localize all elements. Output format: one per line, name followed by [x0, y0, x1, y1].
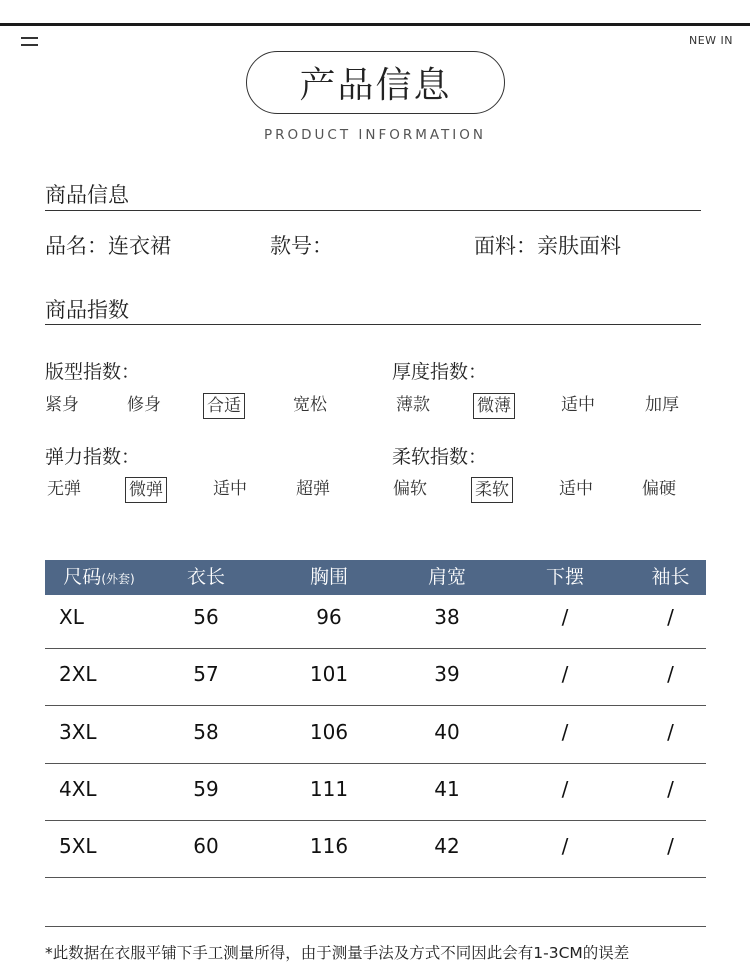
fit-index-option: 修身 — [127, 395, 161, 415]
menu-icon[interactable] — [21, 37, 38, 48]
new-in-label: NEW IN — [688, 34, 733, 47]
table-cell: / — [667, 605, 674, 629]
fit-index-option-selected: 合适 — [203, 393, 245, 419]
table-row — [45, 592, 706, 649]
product-info-title: 商品信息 — [45, 183, 129, 207]
elasticity-index-option: 适中 — [213, 479, 247, 499]
table-cell: 111 — [309, 776, 349, 801]
softness-index-option: 偏软 — [393, 479, 427, 499]
product-style-number: 款号： — [270, 234, 333, 258]
thickness-index-option-selected: 微薄 — [473, 393, 515, 419]
table-cell: / — [561, 834, 569, 859]
product-fabric: 面料：亲肤面料 — [474, 234, 621, 258]
table-cell: 56 — [193, 605, 219, 629]
softness-index-option: 偏硬 — [642, 479, 676, 499]
table-cell: 42 — [434, 834, 460, 859]
thickness-index-label: 厚度指数： — [392, 361, 488, 383]
product-name: 品名：连衣裙 — [45, 234, 171, 258]
softness-index-label: 柔软指数： — [392, 446, 488, 468]
table-cell: 38 — [434, 605, 460, 629]
size-table-header — [45, 560, 706, 595]
table-cell: 2XL — [59, 662, 97, 687]
section-divider — [45, 324, 701, 325]
table-cell: / — [667, 719, 674, 744]
section-divider — [45, 210, 701, 211]
table-row — [45, 649, 706, 706]
table-cell: 116 — [309, 834, 349, 859]
table-cell: 57 — [193, 662, 219, 687]
top-rule — [0, 23, 750, 26]
table-cell: / — [667, 662, 674, 687]
indices-title: 商品指数 — [45, 298, 129, 322]
elasticity-index-option-selected: 微弹 — [125, 477, 167, 503]
table-cell: 4XL — [59, 776, 97, 801]
table-row — [45, 707, 706, 764]
table-cell: / — [561, 776, 569, 801]
header-bust: 胸围 — [309, 566, 348, 588]
table-cell: 106 — [309, 719, 349, 744]
table-cell: / — [561, 662, 569, 687]
table-cell: / — [561, 605, 569, 629]
table-cell: XL — [59, 605, 84, 629]
page-title: 产品信息 — [299, 65, 452, 106]
table-cell: 41 — [434, 776, 460, 801]
table-cell: 3XL — [59, 719, 97, 744]
row-divider — [45, 877, 706, 878]
table-cell: 101 — [309, 662, 349, 687]
header-length: 衣长 — [186, 566, 225, 588]
table-cell: 5XL — [59, 834, 97, 859]
thickness-index-option: 薄款 — [396, 395, 430, 415]
table-cell: / — [667, 834, 674, 859]
title-pill — [246, 51, 505, 114]
elasticity-index-option: 无弹 — [47, 479, 81, 499]
table-cell: 58 — [193, 719, 219, 744]
header-sleeve: 袖长 — [651, 566, 690, 588]
table-cell: 39 — [434, 662, 460, 687]
header-shoulder: 肩宽 — [427, 566, 466, 588]
table-cell: 40 — [434, 719, 460, 744]
table-cell: 59 — [193, 776, 219, 801]
bottom-divider — [45, 926, 706, 927]
measurement-note: *此数据在衣服平铺下手工测量所得，由于测量手法及方式不同因此会有1-3CM的误差 — [45, 944, 630, 962]
thickness-index-option: 加厚 — [645, 395, 679, 415]
table-cell: 96 — [316, 605, 342, 629]
elasticity-index-option: 超弹 — [296, 479, 330, 499]
fit-index-option: 宽松 — [293, 395, 327, 415]
table-row — [45, 821, 706, 878]
header-hem: 下摆 — [545, 566, 584, 588]
table-cell: 60 — [193, 834, 219, 859]
fit-index-option: 紧身 — [45, 395, 79, 415]
softness-index-option-selected: 柔软 — [471, 477, 513, 503]
table-cell: / — [667, 776, 674, 801]
table-cell: / — [561, 719, 569, 744]
header-size: 尺码(外套) — [63, 566, 135, 588]
elasticity-index-label: 弹力指数： — [45, 446, 141, 468]
thickness-index-option: 适中 — [561, 395, 595, 415]
softness-index-option: 适中 — [559, 479, 593, 499]
table-row — [45, 764, 706, 821]
page-subtitle: PRODUCT INFORMATION — [263, 127, 487, 143]
fit-index-label: 版型指数： — [45, 361, 141, 383]
